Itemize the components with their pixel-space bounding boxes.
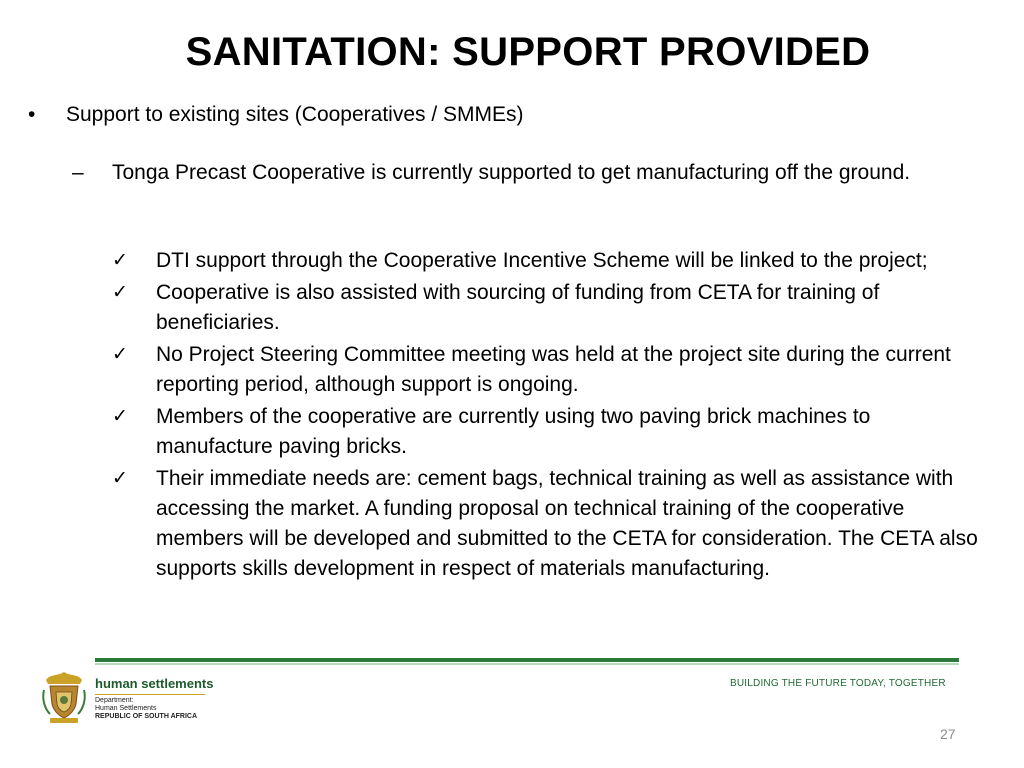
org-name-underline [95, 694, 205, 695]
dept-line-1: Department: [95, 697, 134, 704]
bullet-dot: • [28, 103, 36, 126]
bullet-dash: – [72, 161, 84, 184]
check-item [112, 246, 982, 276]
footer-divider [95, 658, 959, 662]
dept-line-2: Human Settlements [95, 705, 157, 712]
bullet-level2 [72, 158, 982, 188]
checkmark-icon: ✓ [112, 468, 128, 489]
check-item [112, 464, 982, 584]
org-name: human settlements [95, 676, 214, 691]
check-item-text: DTI support through the Cooperative Incentive Scheme will be linked to the project; [156, 249, 928, 272]
tagline: BUILDING THE FUTURE TODAY, TOGETHER [730, 678, 946, 689]
page-number: 27 [940, 726, 956, 742]
dept-line-3: REPUBLIC OF SOUTH AFRICA [95, 713, 198, 720]
footer-divider-light [95, 663, 959, 665]
check-item-text: Cooperative is also assisted with sourcing of funding from CETA for training of beneficiaries. [156, 281, 880, 334]
check-item [112, 402, 982, 462]
checkmark-icon: ✓ [112, 406, 128, 427]
slide-title: SANITATION: SUPPORT PROVIDED [185, 30, 871, 74]
checkmark-icon: ✓ [112, 250, 128, 271]
check-item-text: Members of the cooperative are currently using two paving brick machines to manufacture paving bricks. [156, 405, 871, 458]
checkmark-icon: ✓ [112, 344, 128, 365]
bullet-level2-text: Tonga Precast Cooperative is currently supported to get manufacturing off the ground. [112, 161, 911, 184]
check-item-text: Their immediate needs are: cement bags, technical training as well as assistance with accessing the market. A funding proposal on technical training of the cooperative members will be developed and submitted to the CETA for consideration. The CETA also supports skills development in respect of materials manufacturing. [156, 467, 978, 580]
coat-of-arms-logo [40, 668, 88, 726]
check-item [112, 340, 982, 400]
checklist [112, 246, 982, 586]
check-item [112, 278, 982, 338]
check-item-text: No Project Steering Committee meeting was held at the project site during the current reporting period, although support is ongoing. [156, 343, 951, 396]
bullet-level1-text: Support to existing sites (Cooperatives / SMMEs) [66, 103, 524, 126]
checkmark-icon: ✓ [112, 282, 128, 303]
department-block [95, 697, 197, 721]
